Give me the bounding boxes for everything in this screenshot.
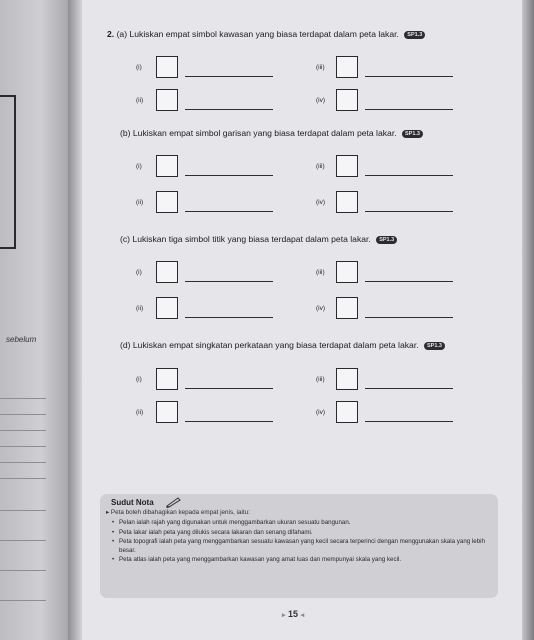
answer-line[interactable] (185, 58, 273, 77)
answer-item (136, 153, 273, 179)
symbol-drawing-box[interactable] (156, 401, 178, 423)
question-text: Lukiskan tiga simbol titik yang biasa terdapat dalam peta lakar. (132, 234, 371, 244)
answer-item (136, 87, 273, 113)
question-part-label: (a) (116, 29, 128, 39)
answer-line[interactable] (365, 263, 453, 282)
answer-item (136, 54, 273, 80)
question-text: Lukiskan empat simbol garisan yang biasa terdapat dalam peta lakar. (132, 128, 397, 138)
nota-bullet: • Peta atlas ialah peta yang menggambarkan kawasan yang amat luas dan mempunyai skala yang kecil. (112, 556, 492, 565)
left-page-rule (0, 600, 46, 601)
skill-badge: SP1.3 (376, 236, 397, 244)
answer-line[interactable] (185, 263, 273, 282)
item-label: (iii) (316, 375, 325, 383)
answer-line[interactable] (185, 299, 273, 318)
item-label: (i) (136, 268, 142, 276)
symbol-drawing-box[interactable] (336, 155, 358, 177)
page-edge-shadow (522, 0, 534, 640)
answer-line[interactable] (365, 370, 453, 389)
answer-line[interactable] (365, 91, 453, 110)
left-page-rule (0, 398, 46, 399)
nota-intro: ▸ Peta boleh dibahagikan kepada empat jenis, iaitu: (106, 509, 250, 516)
nota-bullet: • Peta topografi ialah peta yang menggambarkan sesuatu kawasan yang kecil secara terperinci dengan menggunakan skala yang lebih besar. (112, 538, 492, 555)
page-number-text: 15 (288, 609, 299, 619)
item-label: (iii) (316, 162, 325, 170)
question-part-label: (c) (120, 234, 131, 244)
skill-badge: SP1.3 (404, 31, 425, 39)
item-label: (iv) (316, 96, 326, 104)
left-page-rule (0, 510, 46, 511)
symbol-drawing-box[interactable] (156, 191, 178, 213)
answer-line[interactable] (365, 157, 453, 176)
skill-badge: SP1.3 (424, 342, 445, 350)
left-page-rule (0, 478, 46, 479)
answer-line[interactable] (365, 58, 453, 77)
question-2b-title (120, 128, 423, 138)
item-label: (ii) (136, 96, 144, 104)
question-text: Lukiskan empat simbol kawasan yang biasa terdapat dalam peta lakar. (129, 29, 399, 39)
item-label: (iv) (316, 408, 326, 416)
answer-line[interactable] (185, 91, 273, 110)
left-page-rule (0, 430, 46, 431)
nota-bullet-list (112, 519, 492, 566)
nota-bullet: • Peta lakar ialah peta yang dilukis secara lakaran dan senang difahami. (112, 529, 492, 538)
left-page-rule (0, 570, 46, 571)
left-page-edge (0, 0, 68, 640)
left-page-word: sebelum (6, 335, 37, 344)
symbol-drawing-box[interactable] (156, 56, 178, 78)
answer-line[interactable] (365, 403, 453, 422)
symbol-drawing-box[interactable] (336, 56, 358, 78)
left-page-frame (0, 95, 16, 249)
item-label: (iii) (316, 268, 325, 276)
answer-item (316, 153, 453, 179)
item-label: (ii) (136, 408, 144, 416)
question-text: Lukiskan empat singkatan perkataan yang biasa terdapat dalam peta lakar. (132, 340, 419, 350)
symbol-drawing-box[interactable] (156, 155, 178, 177)
item-label: (ii) (136, 198, 144, 206)
answer-line[interactable] (185, 157, 273, 176)
symbol-drawing-box[interactable] (336, 368, 358, 390)
answer-line[interactable] (365, 193, 453, 212)
answer-line[interactable] (365, 299, 453, 318)
arrow-right-icon: ▸ (282, 612, 286, 619)
item-label: (iv) (316, 198, 326, 206)
arrow-left-icon: ◂ (300, 612, 305, 619)
question-part-label: (d) (120, 340, 131, 350)
question-2d-title (120, 340, 445, 350)
answer-item (136, 295, 273, 321)
item-label: (i) (136, 375, 142, 383)
answer-item (316, 189, 453, 215)
left-page-rule (0, 446, 46, 447)
question-part-label: (b) (120, 128, 131, 138)
answer-item (136, 399, 273, 425)
item-label: (iv) (316, 304, 326, 312)
answer-item (316, 295, 453, 321)
symbol-drawing-box[interactable] (336, 89, 358, 111)
symbol-drawing-box[interactable] (156, 261, 178, 283)
answer-item (316, 399, 453, 425)
skill-badge: SP1.3 (402, 130, 423, 138)
left-page-rule (0, 414, 46, 415)
nota-title: Sudut Nota (111, 498, 154, 507)
answer-line[interactable] (185, 403, 273, 422)
question-2a-title (107, 29, 425, 39)
sudut-nota-box (100, 494, 498, 598)
symbol-drawing-box[interactable] (156, 89, 178, 111)
item-label: (ii) (136, 304, 144, 312)
item-label: (i) (136, 63, 142, 71)
book-gutter (68, 0, 82, 640)
symbol-drawing-box[interactable] (336, 297, 358, 319)
left-page-rule (0, 462, 46, 463)
answer-line[interactable] (185, 370, 273, 389)
item-label: (i) (136, 162, 142, 170)
symbol-drawing-box[interactable] (336, 401, 358, 423)
symbol-drawing-box[interactable] (156, 368, 178, 390)
symbol-drawing-box[interactable] (336, 261, 358, 283)
answer-item (316, 87, 453, 113)
question-number: 2. (107, 29, 115, 39)
pencil-note-icon (166, 496, 182, 508)
answer-item (316, 366, 453, 392)
page-number (282, 609, 304, 619)
nota-bullet: • Pelan ialah rajah yang digunakan untuk menggambarkan ukuran sesuatu bangunan. (112, 519, 492, 528)
nota-intro-text: Peta boleh dibahagikan kepada empat jenis, iaitu: (110, 509, 250, 516)
answer-item (136, 189, 273, 215)
symbol-drawing-box[interactable] (156, 297, 178, 319)
question-2c-title (120, 234, 397, 244)
answer-item (136, 259, 273, 285)
left-page-rule (0, 540, 46, 541)
item-label: (iii) (316, 63, 325, 71)
answer-item (136, 366, 273, 392)
answer-line[interactable] (185, 193, 273, 212)
answer-item (316, 259, 453, 285)
answer-item (316, 54, 453, 80)
symbol-drawing-box[interactable] (336, 191, 358, 213)
